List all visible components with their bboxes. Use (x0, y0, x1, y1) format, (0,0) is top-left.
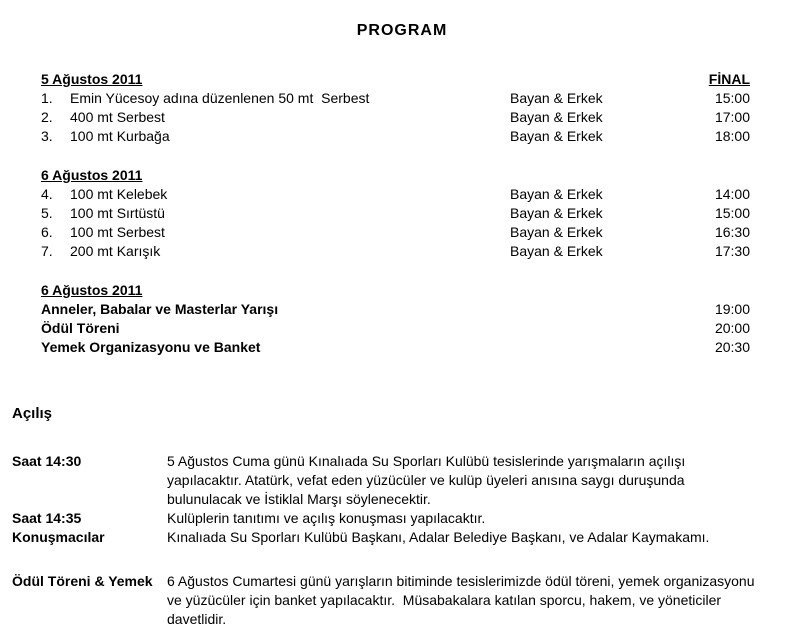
opening-section (12, 405, 804, 629)
schedule-section-2 (41, 166, 750, 261)
event-time: 14:00 (714, 186, 750, 202)
opening-entry (12, 528, 804, 547)
section-3-header-row (41, 281, 750, 300)
event-row (41, 338, 750, 357)
entry-label: Saat 14:30 (12, 453, 82, 469)
event-row (41, 319, 750, 338)
section-1-date: 5 Ağustos 2011 (41, 71, 143, 87)
event-time: 16:30 (714, 224, 750, 240)
event-time: 20:00 (714, 320, 750, 336)
event-name: 100 mt Kurbağa (70, 128, 170, 144)
event-row (41, 223, 750, 242)
event-number: 1. (41, 90, 53, 106)
event-time: 18:00 (714, 128, 750, 144)
event-time: 15:00 (714, 90, 750, 106)
event-row (41, 242, 750, 261)
event-number: 6. (41, 224, 53, 240)
event-time: 15:00 (714, 205, 750, 221)
event-number: 4. (41, 186, 53, 202)
event-category: Bayan & Erkek (510, 224, 603, 240)
event-time: 17:00 (714, 109, 750, 125)
event-name: 200 mt Karışık (70, 243, 161, 259)
schedule-table (41, 70, 750, 357)
event-time: 20:30 (714, 339, 750, 355)
opening-heading: Açılış (12, 405, 53, 422)
opening-entries (12, 452, 804, 629)
document-title: PROGRAM (356, 22, 448, 39)
event-row (41, 108, 750, 127)
event-name: 100 mt Kelebek (70, 186, 168, 202)
event-category: Bayan & Erkek (510, 186, 603, 202)
event-time: 17:30 (714, 243, 750, 259)
section-3-date: 6 Ağustos 2011 (41, 282, 143, 298)
entry-text: Kınalıada Su Sporları Kulübü Başkanı, Adalar Belediye Başkanı, ve Adalar Kaymakamı. (167, 529, 710, 545)
event-row (41, 185, 750, 204)
section-1-header-row (41, 70, 750, 89)
entry-text: Kulüplerin tanıtımı ve açılış konuşması yapılacaktır. (167, 510, 486, 526)
entry-label: Ödül Töreni & Yemek (12, 573, 153, 589)
event-time: 19:00 (714, 301, 750, 317)
opening-entry (12, 572, 804, 629)
event-name: Emin Yücesoy adına düzenlenen 50 mt Serbest (70, 90, 370, 106)
event-name: 100 mt Serbest (70, 224, 165, 240)
schedule-section-1 (41, 70, 750, 146)
event-category: Bayan & Erkek (510, 128, 603, 144)
schedule-section-3 (41, 281, 750, 357)
opening-entry (12, 452, 804, 509)
event-row (41, 204, 750, 223)
entry-label: Konuşmacılar (12, 529, 105, 545)
event-row (41, 300, 750, 319)
event-name: Yemek Organizasyonu ve Banket (41, 339, 261, 355)
opening-entry (12, 509, 804, 528)
section-2-header-row (41, 166, 750, 185)
event-row (41, 89, 750, 108)
event-name: Anneler, Babalar ve Masterlar Yarışı (41, 301, 279, 317)
event-number: 7. (41, 243, 53, 259)
event-category: Bayan & Erkek (510, 205, 603, 221)
event-number: 5. (41, 205, 53, 221)
event-name: Ödül Töreni (41, 320, 120, 336)
event-number: 2. (41, 109, 53, 125)
event-name: 400 mt Serbest (70, 109, 165, 125)
entry-label: Saat 14:35 (12, 510, 82, 526)
final-column-header: FİNAL (708, 71, 750, 87)
event-category: Bayan & Erkek (510, 90, 603, 106)
section-2-date: 6 Ağustos 2011 (41, 167, 143, 183)
event-name: 100 mt Sırtüstü (70, 205, 165, 221)
event-row (41, 127, 750, 146)
event-category: Bayan & Erkek (510, 243, 603, 259)
entry-text: 5 Ağustos Cuma günü Kınalıada Su Sporları Kulübü tesislerinde yarışmaların açılışı yapılacaktır. Atatürk, vefat eden yüzücüler ve kulüp üyeleri anısına saygı duruşunda bulunulacak ve İstiklal Marşı söylenecektir. (167, 453, 690, 507)
event-category: Bayan & Erkek (510, 109, 603, 125)
event-number: 3. (41, 128, 53, 144)
entry-text: 6 Ağustos Cumartesi günü yarışların bitiminde tesislerimizde ödül töreni, yemek organizasyonu ve yüzücüler için banket yapılacaktır. Müsabakalara katılan sporcu, hakem, ve yöneticiler davetlidir. (167, 573, 759, 627)
